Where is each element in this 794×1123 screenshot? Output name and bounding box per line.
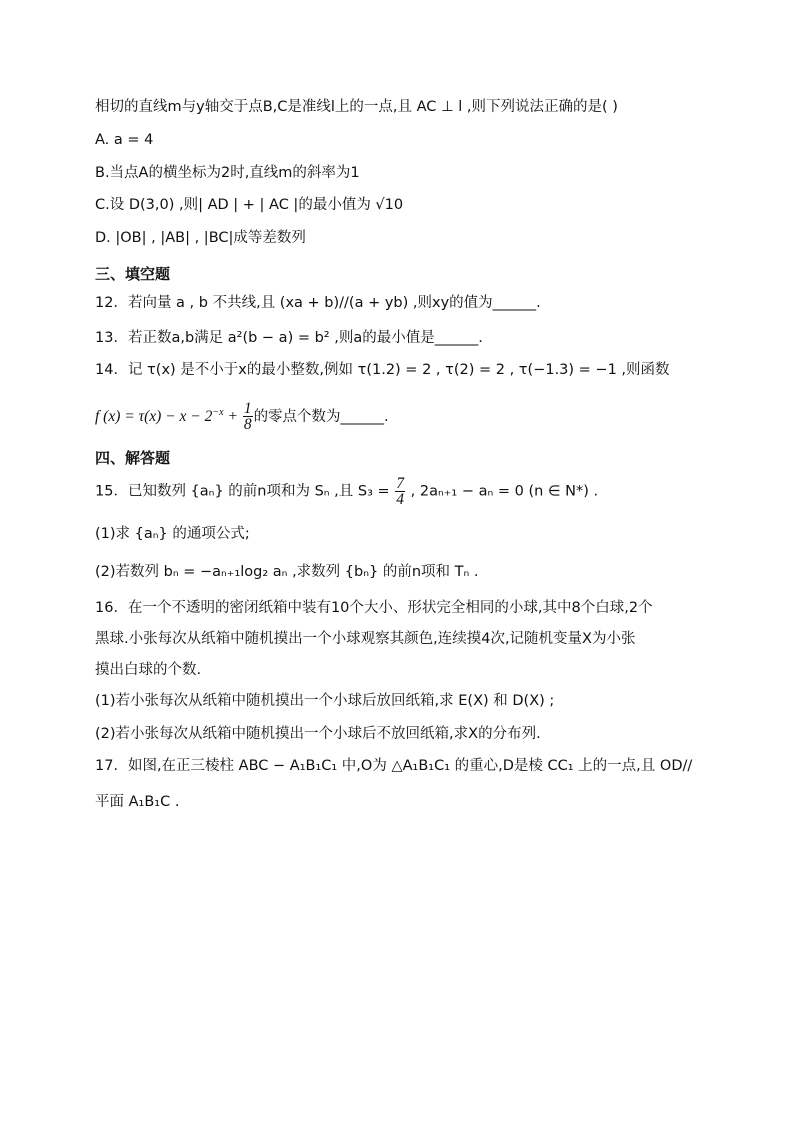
q15-fraction <box>395 476 405 507</box>
q16-line-1: 16．在一个不透明的密闭纸箱中装有10个大小、形状完全相同的小球,其中8个白球,2个 <box>95 600 653 616</box>
q15-text <box>95 476 598 507</box>
q14-tail: 的零点个数为______. <box>253 408 389 425</box>
q15-suffix: , 2aₙ₊₁ − aₙ = 0 (n ∈ N*) . <box>406 483 599 500</box>
q14-fraction-numerator: 1 <box>243 400 252 418</box>
q17-line-2: 平面 A₁B₁C . <box>95 794 180 810</box>
section-fill-in-title: 三、填空题 <box>95 265 171 283</box>
q11-option-c: C.设 D(3,0) ,则| AD | + | AC |的最小值为 √10 <box>95 197 404 213</box>
q14-line-1: 14．记 τ(x) 是不小于x的最小整数,例如 τ(1.2) = 2 , τ(2) = 2 , τ(−1.3) = −1 ,则函数 <box>95 362 670 378</box>
q15-part-2: (2)若数列 bₙ = −aₙ₊₁log₂ aₙ ,求数列 {bₙ} 的前n项和 Tₙ . <box>95 564 479 580</box>
section-solve-title: 四、解答题 <box>95 449 171 467</box>
q12-text: 12．若向量 a , b 不共线,且 (xa + b)//(a + yb) ,则xy的值为______. <box>95 295 541 311</box>
q15-part-1: (1)求 {aₙ} 的通项公式; <box>95 526 250 542</box>
q15-prefix: 15．已知数列 {aₙ} 的前n项和为 Sₙ ,且 S₃ = <box>95 483 395 500</box>
q16-part-1: (1)若小张每次从纸箱中随机摸出一个小球后放回纸箱,求 E(X) 和 D(X) ; <box>95 693 555 709</box>
q13-text: 13．若正数a,b满足 a²(b − a) = b² ,则a的最小值是______. <box>95 330 483 346</box>
q14-exponent: −x <box>212 407 224 418</box>
q11-option-b: B.当点A的横坐标为2时,直线m的斜率为1 <box>95 165 360 181</box>
q16-line-2: 黑球.小张每次从纸箱中随机摸出一个小球观察其颜色,连续摸4次,记随机变量X为小张 <box>95 631 636 647</box>
q16-part-2: (2)若小张每次从纸箱中随机摸出一个小球后不放回纸箱,求X的分布列. <box>95 726 541 742</box>
q15-fraction-denominator: 4 <box>396 491 405 508</box>
q14-fraction-denominator: 8 <box>243 416 252 434</box>
q11-continued-text: 相切的直线m与y轴交于点B,C是准线l上的一点,且 AC ⊥ l ,则下列说法正确的是( ) <box>95 99 618 115</box>
q16-line-3: 摸出白球的个数. <box>95 662 202 678</box>
q17-line-1: 17．如图,在正三棱柱 ABC − A₁B₁C₁ 中,O为 △A₁B₁C₁ 的重心,D是棱 CC₁ 上的一点,且 OD// <box>95 758 693 774</box>
q15-fraction-numerator: 7 <box>396 475 405 492</box>
q14-fraction <box>243 401 253 432</box>
q14-line-2 <box>95 398 389 432</box>
q11-option-d: D. |OB| , |AB| , |BC|成等差数列 <box>95 230 306 246</box>
q14-function-expr: f (x) = τ(x) − x − 2 <box>95 407 213 425</box>
q11-option-a: A. a = 4 <box>95 132 154 148</box>
q14-plus: + <box>223 407 242 425</box>
